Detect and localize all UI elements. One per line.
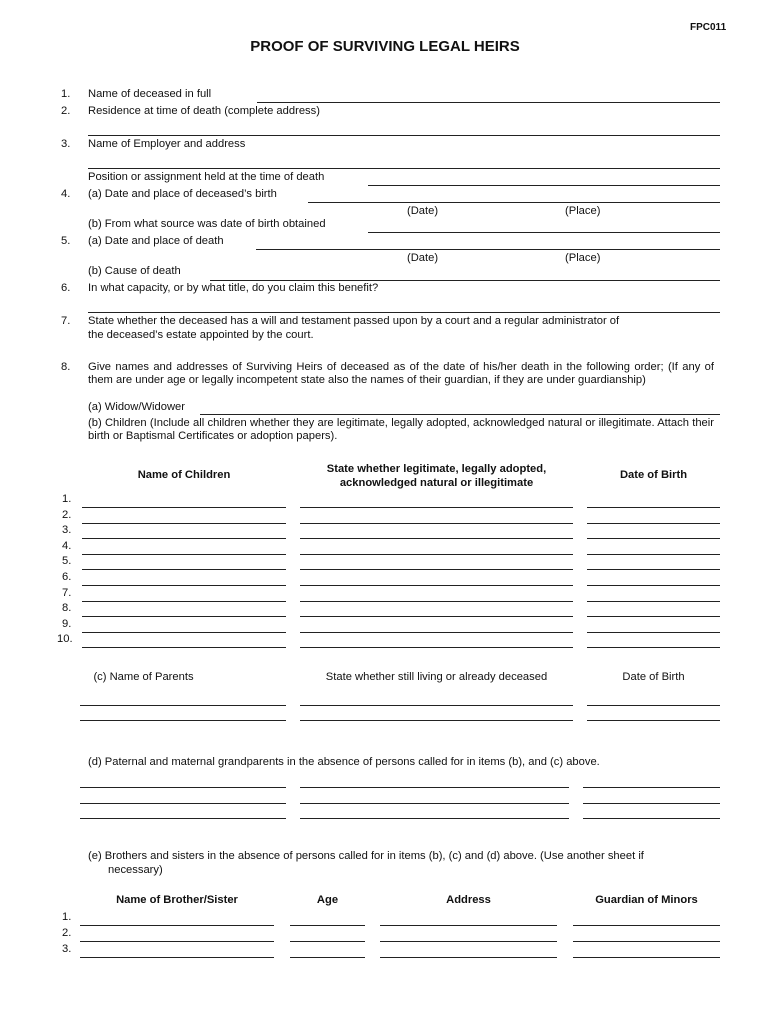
position-field[interactable] bbox=[368, 185, 720, 186]
birth-date-place-field[interactable] bbox=[308, 202, 720, 203]
page-title: PROOF OF SURVIVING LEGAL HEIRS bbox=[250, 38, 520, 55]
child-dob-field[interactable] bbox=[587, 569, 720, 570]
child-row-number: 3. bbox=[62, 524, 72, 537]
item-5-number: 5. bbox=[61, 235, 71, 247]
child-dob-field[interactable] bbox=[587, 616, 720, 617]
child-dob-field[interactable] bbox=[587, 538, 720, 539]
death-date-caption: (Date) bbox=[407, 252, 439, 264]
child-status-field[interactable] bbox=[300, 585, 573, 586]
parent-status-field[interactable] bbox=[300, 720, 573, 721]
item-3-number: 3. bbox=[61, 138, 71, 150]
item-4a-label: (a) Date and place of deceased’s birth bbox=[88, 188, 277, 200]
item-1-label: Name of deceased in full bbox=[88, 88, 212, 100]
grandparents-label: (d) Paternal and maternal grandparents in the absence of persons called for in items (b), and (c) above. bbox=[88, 756, 600, 768]
item-7-line1: State whether the deceased has a will and testament passed upon by a court and a regular administrator of bbox=[88, 315, 620, 327]
child-name-field[interactable] bbox=[82, 585, 286, 586]
grandparent-name-field[interactable] bbox=[80, 787, 286, 788]
grandparent-status-field[interactable] bbox=[300, 803, 569, 804]
child-name-field[interactable] bbox=[82, 632, 286, 633]
sibling-name-field[interactable] bbox=[80, 925, 274, 926]
parent-name-field[interactable] bbox=[80, 705, 286, 706]
form-code: FPC011 bbox=[690, 22, 727, 33]
grandparent-status-field[interactable] bbox=[300, 818, 569, 819]
item-6-number: 6. bbox=[61, 282, 71, 294]
child-row-number: 5. bbox=[62, 555, 72, 568]
sibling-guardian-header: Guardian of Minors bbox=[595, 894, 698, 906]
child-dob-field[interactable] bbox=[587, 647, 720, 648]
item-6-label: In what capacity, or by what title, do you claim this benefit? bbox=[88, 282, 379, 294]
item-4-number: 4. bbox=[61, 188, 71, 200]
death-date-place-field[interactable] bbox=[256, 249, 720, 250]
sibling-name-header: Name of Brother/Sister bbox=[116, 894, 238, 906]
item-8-number: 8. bbox=[61, 361, 71, 373]
birth-source-field[interactable] bbox=[368, 232, 720, 233]
parent-dob-field[interactable] bbox=[587, 720, 720, 721]
grandparent-name-field[interactable] bbox=[80, 803, 286, 804]
child-row-number: 1. bbox=[62, 493, 72, 505]
sibling-guardian-field[interactable] bbox=[573, 925, 720, 926]
sibling-age-field[interactable] bbox=[290, 941, 365, 942]
child-name-field[interactable] bbox=[82, 616, 286, 617]
sibling-address-field[interactable] bbox=[380, 941, 557, 942]
child-status-field[interactable] bbox=[300, 538, 573, 539]
sibling-age-field[interactable] bbox=[290, 957, 365, 958]
widow-field[interactable] bbox=[200, 414, 720, 415]
parent-dob-field[interactable] bbox=[587, 705, 720, 706]
child-status-field[interactable] bbox=[300, 632, 573, 633]
item-7-number: 7. bbox=[61, 315, 71, 327]
child-status-field[interactable] bbox=[300, 569, 573, 570]
child-status-field[interactable] bbox=[300, 523, 573, 524]
child-status-field[interactable] bbox=[300, 507, 573, 508]
sibling-name-field[interactable] bbox=[80, 957, 274, 958]
sibling-row-number: 3. bbox=[62, 943, 72, 955]
child-row-number: 9. bbox=[62, 617, 72, 630]
item-5b-label: (b) Cause of death bbox=[88, 265, 181, 277]
child-row-number: 6. bbox=[62, 571, 72, 583]
position-label: Position or assignment held at the time of death bbox=[88, 171, 325, 183]
child-dob-field[interactable] bbox=[587, 507, 720, 508]
child-name-field[interactable] bbox=[82, 569, 286, 570]
deceased-name-field[interactable] bbox=[257, 102, 720, 103]
birth-place-caption: (Place) bbox=[565, 205, 601, 217]
child-status-field[interactable] bbox=[300, 647, 573, 648]
child-name-field[interactable] bbox=[82, 554, 286, 555]
child-row-number: 10. bbox=[57, 633, 73, 646]
child-status-field[interactable] bbox=[300, 601, 573, 602]
sibling-name-field[interactable] bbox=[80, 941, 274, 942]
item-4b-label: (b) From what source was date of birth obtained bbox=[88, 218, 326, 230]
sibling-age-header: Age bbox=[316, 894, 339, 906]
item-7-line2: the deceased’s estate appointed by the court. bbox=[88, 329, 314, 341]
sibling-guardian-field[interactable] bbox=[573, 957, 720, 958]
child-status-field[interactable] bbox=[300, 554, 573, 555]
grandparent-name-field[interactable] bbox=[80, 818, 286, 819]
sibling-address-field[interactable] bbox=[380, 925, 557, 926]
grandparent-dob-field[interactable] bbox=[583, 818, 720, 819]
residence-field[interactable] bbox=[88, 135, 720, 136]
child-dob-field[interactable] bbox=[587, 585, 720, 586]
children-label: (b) Children (Include all children whether they are legitimate, legally adopted, acknowledged natural or illegitimate. Attach their birth or Baptismal Certificates or adoption papers). bbox=[88, 417, 714, 443]
parent-status-field[interactable] bbox=[300, 705, 573, 706]
item-3-label: Name of Employer and address bbox=[88, 138, 246, 150]
widow-label: (a) Widow/Widower bbox=[88, 401, 185, 413]
parent-name-field[interactable] bbox=[80, 720, 286, 721]
sibling-row-number: 1. bbox=[62, 911, 72, 923]
child-name-field[interactable] bbox=[82, 507, 286, 508]
child-row-number: 4. bbox=[62, 539, 72, 552]
children-name-header: Name of Children bbox=[137, 469, 231, 481]
item-5a-label: (a) Date and place of death bbox=[88, 235, 224, 247]
sibling-address-field[interactable] bbox=[380, 957, 557, 958]
item-8-text: Give names and addresses of Surviving Heirs of deceased as of the date of his/her death in the following order; (If any of them are under age or legally incompetent state also the names of their guardian, if they are under guardianship) bbox=[88, 361, 714, 387]
sibling-guardian-field[interactable] bbox=[573, 941, 720, 942]
cause-of-death-field[interactable] bbox=[210, 280, 720, 281]
child-name-field[interactable] bbox=[82, 647, 286, 648]
parents-dob-header: Date of Birth bbox=[622, 671, 685, 683]
death-place-caption: (Place) bbox=[565, 252, 601, 264]
item-2-number: 2. bbox=[61, 105, 71, 117]
child-dob-field[interactable] bbox=[587, 523, 720, 524]
sibling-address-header: Address bbox=[446, 894, 491, 906]
child-row-number: 2. bbox=[62, 508, 72, 521]
parents-status-header: State whether still living or already deceased bbox=[325, 671, 548, 683]
grandparent-dob-field[interactable] bbox=[583, 787, 720, 788]
child-row-number: 7. bbox=[62, 586, 72, 599]
grandparent-dob-field[interactable] bbox=[583, 803, 720, 804]
sibling-age-field[interactable] bbox=[290, 925, 365, 926]
item-1-number: 1. bbox=[61, 88, 71, 100]
child-dob-field[interactable] bbox=[587, 601, 720, 602]
siblings-label-line1: (e) Brothers and sisters in the absence of persons called for in items (b), (c) and (d) above. (Use another sheet if bbox=[88, 850, 644, 862]
siblings-label-line2: necessary) bbox=[108, 864, 163, 876]
child-status-field[interactable] bbox=[300, 616, 573, 617]
capacity-field[interactable] bbox=[88, 312, 720, 313]
child-name-field[interactable] bbox=[82, 538, 286, 539]
child-dob-field[interactable] bbox=[587, 632, 720, 633]
child-name-field[interactable] bbox=[82, 601, 286, 602]
grandparent-status-field[interactable] bbox=[300, 787, 569, 788]
sibling-row-number: 2. bbox=[62, 927, 72, 939]
children-dob-header: Date of Birth bbox=[619, 469, 688, 481]
children-status-header: State whether legitimate, legally adopted, acknowledged natural or illegitimate bbox=[326, 463, 547, 489]
employer-field[interactable] bbox=[88, 168, 720, 169]
child-name-field[interactable] bbox=[82, 523, 286, 524]
parents-name-header: (c) Name of Parents bbox=[93, 671, 194, 683]
child-dob-field[interactable] bbox=[587, 554, 720, 555]
child-row-number: 8. bbox=[62, 602, 72, 615]
birth-date-caption: (Date) bbox=[407, 205, 439, 217]
item-2-label: Residence at time of death (complete address) bbox=[88, 105, 320, 117]
